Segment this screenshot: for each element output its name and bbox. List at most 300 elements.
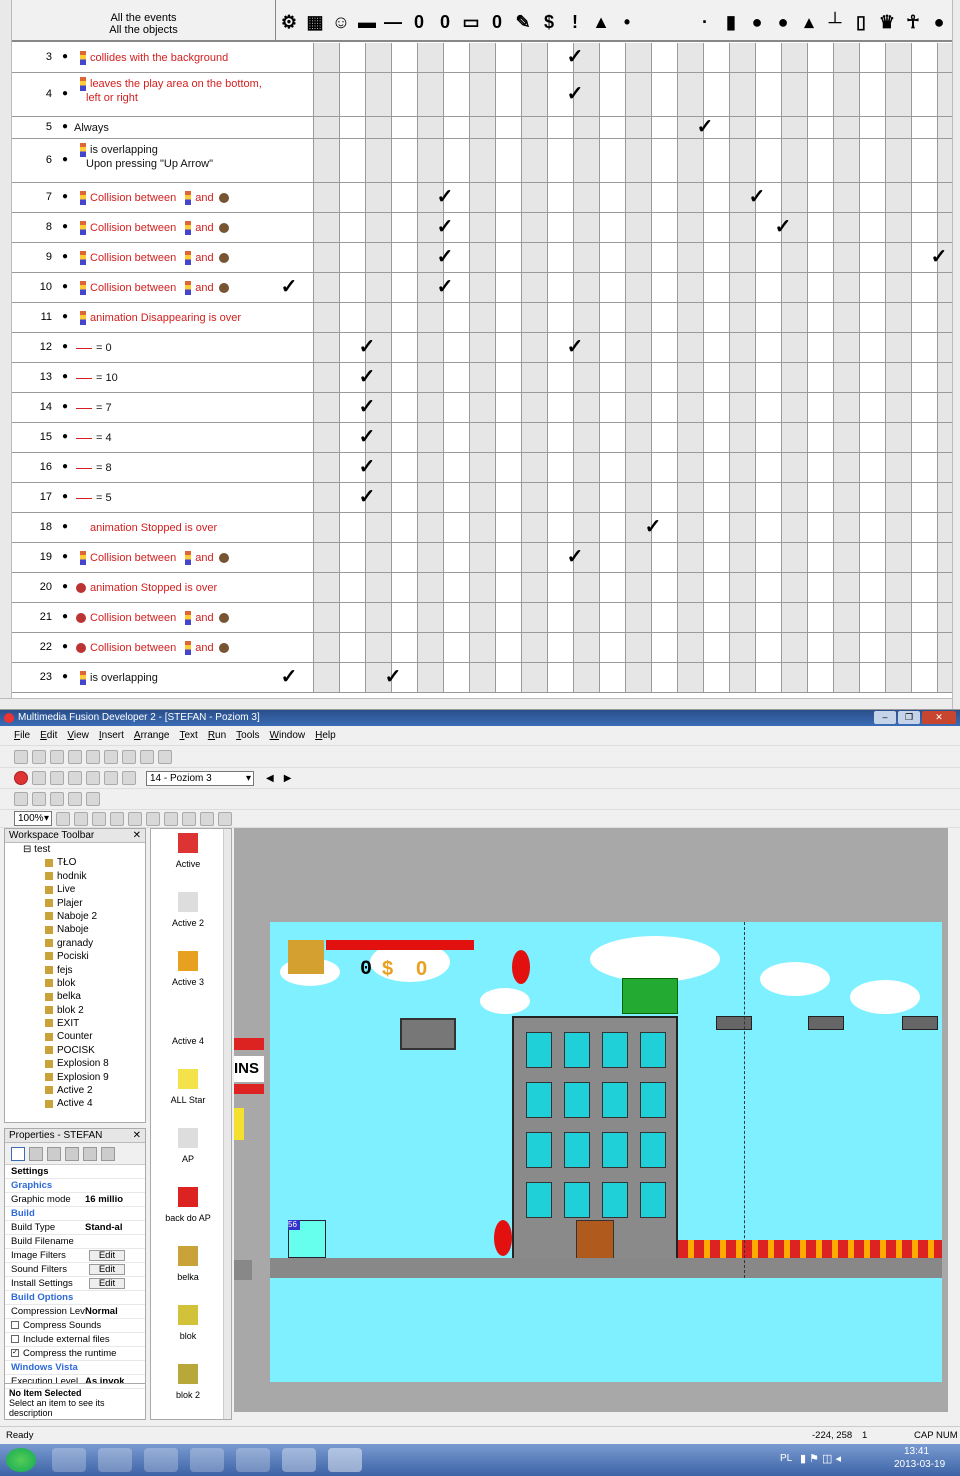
event-row[interactable] xyxy=(12,183,952,213)
condition[interactable] xyxy=(74,51,274,65)
battery-icon[interactable]: ▮ xyxy=(726,11,736,32)
explorer-icon[interactable] xyxy=(98,1448,132,1472)
close-icon[interactable]: ✕ xyxy=(132,830,141,841)
checkmark-icon[interactable]: ✓ xyxy=(566,336,584,358)
close-button[interactable]: ✕ xyxy=(922,711,956,724)
condition-grid[interactable] xyxy=(288,183,960,212)
condition-text: is overlapping xyxy=(90,144,158,156)
object-icon xyxy=(219,643,229,653)
tree-item[interactable] xyxy=(5,1044,145,1057)
condition-grid[interactable] xyxy=(288,423,960,452)
library-object[interactable] xyxy=(151,1010,225,1046)
paint-icon[interactable] xyxy=(236,1448,270,1472)
property-row[interactable] xyxy=(5,1347,145,1361)
menu-file[interactable]: File xyxy=(14,730,31,741)
battery-stack[interactable] xyxy=(622,978,678,1014)
enemy-icon[interactable]: ● xyxy=(777,11,789,32)
condition[interactable] xyxy=(74,371,274,385)
status-text: Ready xyxy=(6,1430,34,1441)
checkmark-icon[interactable]: ✓ xyxy=(436,186,454,208)
plajer-icon[interactable]: ! xyxy=(572,11,578,32)
condition[interactable] xyxy=(74,401,274,415)
property-row[interactable] xyxy=(5,1249,145,1263)
dollar-icon[interactable]: $ xyxy=(382,958,394,980)
data-elements-icon[interactable] xyxy=(122,771,136,785)
event-row[interactable] xyxy=(12,363,952,393)
checkmark-icon[interactable]: ✓ xyxy=(436,246,454,268)
bullet-icon: ● xyxy=(62,491,69,502)
object-icon xyxy=(219,283,229,293)
stop-icon[interactable] xyxy=(14,771,28,785)
condition-grid[interactable] xyxy=(288,603,960,632)
library-object[interactable] xyxy=(151,1128,225,1164)
stop-run-icon[interactable] xyxy=(68,792,82,806)
condition-grid[interactable] xyxy=(288,303,960,332)
word-icon[interactable] xyxy=(282,1448,316,1472)
platform[interactable] xyxy=(902,1016,938,1030)
line-icon xyxy=(76,378,92,379)
tree-item[interactable] xyxy=(5,897,145,910)
checkmark-icon[interactable]: ✓ xyxy=(280,276,298,298)
align-left-icon[interactable] xyxy=(164,812,178,826)
health-bar[interactable] xyxy=(326,940,474,950)
event-row[interactable] xyxy=(12,423,952,453)
tree-root-label: test xyxy=(34,844,51,855)
event-editor-horizontal-scrollbar[interactable] xyxy=(0,698,952,710)
tree-item[interactable] xyxy=(5,1071,145,1084)
event-row[interactable] xyxy=(12,483,952,513)
condition[interactable] xyxy=(74,341,274,355)
condition-grid[interactable] xyxy=(288,273,960,302)
events-tab-icon[interactable] xyxy=(83,1147,97,1161)
frame-select[interactable]: 14 - Poziom 3 ▾ xyxy=(146,771,254,786)
condition[interactable] xyxy=(74,611,274,625)
library-object[interactable] xyxy=(151,1305,225,1341)
bullet-icon: ● xyxy=(62,521,69,532)
library-object[interactable] xyxy=(151,1364,225,1400)
pillar-icon[interactable]: ┴ xyxy=(828,11,842,32)
subsection-label: Graphics xyxy=(11,1180,53,1191)
event-row[interactable] xyxy=(12,73,952,117)
tree-item[interactable] xyxy=(5,990,145,1003)
mmf-taskbar-icon[interactable] xyxy=(328,1448,362,1472)
door-number: 56 xyxy=(288,1220,300,1230)
undo-icon[interactable] xyxy=(122,750,136,764)
pencil-icon[interactable]: ✎ xyxy=(515,11,531,32)
event-row[interactable] xyxy=(12,633,952,663)
menu-run[interactable]: Run xyxy=(207,730,227,741)
menu-edit[interactable]: Edit xyxy=(40,730,58,741)
event-row[interactable] xyxy=(12,303,952,333)
condition[interactable] xyxy=(74,521,274,535)
tree-item[interactable] xyxy=(5,1030,145,1043)
library-object[interactable] xyxy=(151,833,225,869)
condition[interactable] xyxy=(74,143,274,171)
property-value[interactable]: Normal xyxy=(85,1306,118,1317)
tree-item[interactable] xyxy=(5,1017,145,1030)
values-tab-icon[interactable] xyxy=(65,1147,79,1161)
tree-item-label: belka xyxy=(57,991,81,1003)
truck-icon[interactable]: ▭ xyxy=(462,11,480,32)
checkbox[interactable] xyxy=(11,1321,19,1329)
counter-icon[interactable]: ▦ xyxy=(306,11,324,32)
dollar-icon[interactable]: $ xyxy=(543,11,554,32)
event-number: 7 xyxy=(45,191,52,203)
score-counter[interactable]: 0 xyxy=(360,958,373,981)
property-row[interactable] xyxy=(5,1319,145,1333)
condition-text: leaves the play area on the bottom, xyxy=(90,78,262,90)
condition-grid[interactable] xyxy=(288,393,960,422)
condition[interactable] xyxy=(74,121,274,135)
event-row[interactable] xyxy=(12,333,952,363)
property-row[interactable] xyxy=(5,1263,145,1277)
checkmark-icon[interactable]: ✓ xyxy=(384,666,402,688)
coins-text-object[interactable]: INS xyxy=(234,1056,264,1082)
naboje-counter[interactable]: 0 xyxy=(413,11,424,32)
tree-item-label: Plajer xyxy=(57,897,83,909)
condition[interactable] xyxy=(74,671,274,685)
blank-icon xyxy=(76,521,86,535)
event-list-icon[interactable] xyxy=(104,771,118,785)
prev-frame-icon[interactable]: ◀ xyxy=(266,772,274,784)
condition-text: = 10 xyxy=(96,372,118,384)
save-icon[interactable] xyxy=(50,750,64,764)
close-icon[interactable]: ✕ xyxy=(132,1130,141,1141)
can-icon[interactable]: ▯ xyxy=(856,11,866,32)
menu-help[interactable]: Help xyxy=(315,730,336,741)
checkbox[interactable] xyxy=(11,1335,19,1343)
checkmark-icon[interactable]: ✓ xyxy=(748,186,766,208)
checkmark-icon[interactable]: ✓ xyxy=(696,116,714,138)
checkmark-icon[interactable]: ✓ xyxy=(436,216,454,238)
tree-item[interactable] xyxy=(5,977,145,990)
enemy-block[interactable] xyxy=(400,1018,456,1050)
condition-grid[interactable] xyxy=(288,453,960,482)
condition-grid[interactable] xyxy=(288,573,960,602)
event-row[interactable] xyxy=(12,663,952,693)
plajer-icon xyxy=(185,221,191,235)
property-row xyxy=(5,1361,145,1375)
bullet-icon: ● xyxy=(62,121,69,132)
back-do-ap-object[interactable] xyxy=(234,1038,264,1050)
event-row[interactable] xyxy=(12,513,952,543)
tree-item[interactable] xyxy=(5,1004,145,1017)
language-indicator[interactable]: PL xyxy=(780,1453,793,1464)
help-icon[interactable] xyxy=(158,750,172,764)
dot-icon[interactable]: • xyxy=(623,11,631,32)
back-do-ap-object-2[interactable] xyxy=(234,1084,264,1094)
fit-icon[interactable] xyxy=(218,812,232,826)
condition-grid[interactable] xyxy=(288,483,960,512)
platform[interactable] xyxy=(716,1016,752,1030)
bold-icon[interactable] xyxy=(110,812,124,826)
event-row[interactable] xyxy=(12,603,952,633)
checkmark-icon[interactable]: ✓ xyxy=(280,666,298,688)
building-window xyxy=(564,1132,590,1168)
tree-root[interactable]: ⊟ test xyxy=(23,844,51,855)
menu-tools[interactable]: Tools xyxy=(236,730,260,741)
tree-item[interactable] xyxy=(5,1097,145,1110)
property-row[interactable] xyxy=(5,1193,145,1207)
tree-item[interactable] xyxy=(5,883,145,896)
building-window xyxy=(640,1182,666,1218)
about-tab-icon[interactable] xyxy=(101,1147,115,1161)
condition-grid[interactable] xyxy=(288,513,960,542)
italic-icon[interactable] xyxy=(128,812,142,826)
object-thumbnail-icon xyxy=(178,1246,198,1266)
tree-item-label: Active 4 xyxy=(57,1098,93,1110)
checkmark-icon[interactable]: ✓ xyxy=(566,46,584,68)
plajer-face-icon[interactable]: ▬ xyxy=(358,11,376,32)
red-balloon-2[interactable] xyxy=(494,1220,512,1256)
condition-grid[interactable] xyxy=(288,363,960,392)
dot-icon[interactable]: · xyxy=(702,11,708,32)
event-row[interactable] xyxy=(12,393,952,423)
ie-icon[interactable] xyxy=(52,1448,86,1472)
event-row[interactable] xyxy=(12,573,952,603)
checkmark-icon[interactable]: ✓ xyxy=(566,546,584,568)
plajer-icon xyxy=(185,191,191,205)
menu-text[interactable]: Text xyxy=(179,730,198,741)
library-object[interactable] xyxy=(151,1246,225,1282)
checkmark-icon[interactable]: ✓ xyxy=(358,336,376,358)
condition[interactable] xyxy=(74,311,274,325)
checkmark-icon[interactable]: ✓ xyxy=(930,246,948,268)
tree-item[interactable] xyxy=(5,856,145,869)
clock-date[interactable]: 2013-03-19 xyxy=(894,1459,946,1470)
cut-icon[interactable] xyxy=(68,750,82,764)
condition[interactable] xyxy=(74,641,274,655)
event-row[interactable] xyxy=(12,139,952,183)
new-file-icon[interactable] xyxy=(14,750,28,764)
platform[interactable] xyxy=(808,1016,844,1030)
condition[interactable] xyxy=(74,431,274,445)
line-icon xyxy=(76,438,92,439)
record-icon[interactable] xyxy=(32,771,46,785)
tree-item[interactable] xyxy=(5,910,145,923)
object-strip-scrollbar[interactable] xyxy=(223,829,231,1419)
title-bar[interactable] xyxy=(0,710,960,726)
event-row[interactable] xyxy=(12,117,952,139)
tree-item[interactable] xyxy=(5,1084,145,1097)
menu-insert[interactable]: Insert xyxy=(98,730,124,741)
tree-item[interactable] xyxy=(5,923,145,936)
plajer-icon xyxy=(185,551,191,565)
bug-icon[interactable]: ● xyxy=(933,11,945,32)
property-row[interactable] xyxy=(5,1277,145,1291)
tree-item[interactable] xyxy=(5,964,145,977)
run-frame-icon[interactable] xyxy=(32,792,46,806)
property-value[interactable]: 16 millio xyxy=(85,1194,124,1205)
bullet-icon: ● xyxy=(62,341,69,352)
star-icon[interactable]: ⚙ xyxy=(280,11,298,32)
checkmark-icon[interactable]: ✓ xyxy=(436,276,454,298)
redo-icon[interactable] xyxy=(140,750,154,764)
media-player-icon[interactable] xyxy=(144,1448,178,1472)
pociski-counter[interactable]: 0 xyxy=(439,11,450,32)
and-text: and xyxy=(195,552,214,564)
object-icon xyxy=(45,899,53,907)
minimize-button[interactable]: – xyxy=(874,711,896,724)
condition-grid[interactable] xyxy=(288,117,960,138)
checkmark-icon[interactable]: ✓ xyxy=(774,216,792,238)
library-object[interactable] xyxy=(151,1069,225,1105)
library-object[interactable] xyxy=(151,892,225,928)
properties-tabs xyxy=(5,1143,145,1165)
align-center-icon[interactable] xyxy=(182,812,196,826)
all-events-header[interactable] xyxy=(12,0,276,42)
property-label: Execution Level xyxy=(11,1376,79,1387)
plajer-icon xyxy=(185,611,191,625)
object-label: back do AP xyxy=(165,1213,211,1223)
firefox-icon[interactable] xyxy=(190,1448,224,1472)
zoom-select[interactable]: 100% ▾ xyxy=(14,811,52,826)
event-number: 10 xyxy=(39,281,52,293)
tree-item[interactable] xyxy=(5,950,145,963)
zero-counter[interactable]: 0 xyxy=(491,11,502,32)
tree-item-label: Pociski xyxy=(57,951,89,963)
edit-button[interactable]: Edit xyxy=(89,1278,125,1289)
layers-icon[interactable] xyxy=(92,812,106,826)
tree-item[interactable] xyxy=(5,937,145,950)
red-balloon[interactable] xyxy=(512,950,530,984)
condition-grid[interactable] xyxy=(288,543,960,572)
checkmark-icon[interactable]: ✓ xyxy=(358,396,376,418)
property-row[interactable] xyxy=(5,1221,145,1235)
settings-tab-icon[interactable] xyxy=(11,1147,25,1161)
player-face[interactable] xyxy=(288,940,324,974)
property-value[interactable]: Stand-al xyxy=(85,1222,123,1233)
event-row[interactable] xyxy=(12,273,952,303)
bullet-icon: ● xyxy=(62,581,69,592)
stefan-icon[interactable]: ☺ xyxy=(331,11,351,32)
condition-grid[interactable] xyxy=(288,633,960,662)
condition-grid[interactable] xyxy=(288,139,960,182)
event-editor-icon[interactable] xyxy=(86,771,100,785)
event-row[interactable] xyxy=(12,543,952,573)
condition-grid[interactable] xyxy=(288,243,960,272)
menu-arrange[interactable]: Arrange xyxy=(133,730,170,741)
condition[interactable] xyxy=(74,77,274,105)
event-number: 13 xyxy=(39,371,52,383)
open-file-icon[interactable] xyxy=(32,750,46,764)
condition[interactable] xyxy=(74,581,274,595)
all-star-object[interactable] xyxy=(234,1108,244,1140)
and-text: and xyxy=(195,222,214,234)
blank-icon[interactable] xyxy=(667,4,691,40)
checkmark-icon[interactable]: ✓ xyxy=(358,456,376,478)
align-right-icon[interactable] xyxy=(200,812,214,826)
checkbox[interactable]: ✓ xyxy=(12,1349,18,1357)
condition-grid[interactable] xyxy=(288,43,960,72)
paste-icon[interactable] xyxy=(104,750,118,764)
condition[interactable] xyxy=(74,251,274,265)
edit-button[interactable]: Edit xyxy=(89,1264,125,1275)
condition-text-2: Upon pressing "Up Arrow" xyxy=(86,158,214,171)
snap-icon[interactable] xyxy=(74,812,88,826)
tree-item-label: Live xyxy=(57,884,76,896)
flame-icon[interactable]: ▴ xyxy=(804,11,814,32)
event-row[interactable] xyxy=(12,453,952,483)
property-row[interactable] xyxy=(5,1305,145,1319)
debug-icon[interactable] xyxy=(86,792,100,806)
frame-editor-icon[interactable] xyxy=(68,771,82,785)
line-icon[interactable]: — xyxy=(384,11,402,32)
condition-text: = 8 xyxy=(96,462,112,474)
caps-indicator: CAP xyxy=(914,1430,934,1441)
checkmark-icon[interactable]: ✓ xyxy=(358,426,376,448)
copy-icon[interactable] xyxy=(86,750,100,764)
event-editor-vertical-scrollbar[interactable] xyxy=(952,0,960,710)
event-row[interactable] xyxy=(12,213,952,243)
fire-hazard[interactable] xyxy=(678,1240,942,1258)
edit-button[interactable]: Edit xyxy=(89,1250,125,1261)
tree-item[interactable] xyxy=(5,1057,145,1070)
plajer-icon xyxy=(80,221,86,235)
property-row[interactable] xyxy=(5,1333,145,1347)
event-number: 17 xyxy=(39,491,52,503)
restore-button[interactable]: ❐ xyxy=(898,711,920,724)
library-object[interactable] xyxy=(151,1187,225,1223)
condition-grid[interactable] xyxy=(288,213,960,242)
description-text: Select an item to see its description xyxy=(9,1398,105,1418)
property-label: Sound Filters xyxy=(11,1264,67,1275)
frame-guide xyxy=(744,922,745,1278)
bomb-icon[interactable]: ● xyxy=(751,11,763,32)
build-icon[interactable] xyxy=(50,792,64,806)
property-value[interactable]: As invok xyxy=(85,1376,125,1387)
condition[interactable] xyxy=(74,221,274,235)
condition-grid[interactable] xyxy=(288,333,960,362)
condition[interactable] xyxy=(74,551,274,565)
window-tab-icon[interactable] xyxy=(29,1147,43,1161)
condition-text: animation Stopped is over xyxy=(90,522,218,534)
exit-icon[interactable]: ▲ xyxy=(592,11,610,32)
start-button[interactable] xyxy=(6,1448,36,1472)
event-row[interactable] xyxy=(12,243,952,273)
person-icon[interactable]: ☥ xyxy=(906,11,920,32)
checkmark-icon[interactable]: ✓ xyxy=(566,83,584,105)
blank-icon[interactable] xyxy=(641,4,665,40)
object-label: Active xyxy=(175,859,201,869)
run-app-icon[interactable] xyxy=(14,792,28,806)
runtime-tab-icon[interactable] xyxy=(47,1147,61,1161)
coins-counter[interactable]: 0 xyxy=(416,958,428,980)
checkmark-icon[interactable]: ✓ xyxy=(644,516,662,538)
clock-time[interactable]: 13:41 xyxy=(904,1446,930,1457)
menu-view[interactable]: View xyxy=(67,730,89,741)
tree-item[interactable] xyxy=(5,870,145,883)
underline-icon[interactable] xyxy=(146,812,160,826)
condition[interactable] xyxy=(74,491,274,505)
checkmark-icon[interactable]: ✓ xyxy=(358,366,376,388)
crown-icon[interactable]: ♛ xyxy=(878,11,896,32)
event-row[interactable] xyxy=(12,43,952,73)
tray-icons[interactable]: ▮ ⚑ ◫ ◂ xyxy=(800,1453,841,1465)
library-object[interactable] xyxy=(151,951,225,987)
condition-grid[interactable] xyxy=(288,73,960,116)
storyboard-icon[interactable] xyxy=(50,771,64,785)
menu-window[interactable]: Window xyxy=(269,730,306,741)
checkmark-icon[interactable]: ✓ xyxy=(358,486,376,508)
property-row[interactable] xyxy=(5,1235,145,1249)
condition[interactable] xyxy=(74,461,274,475)
grid-icon[interactable] xyxy=(56,812,70,826)
condition-text-2: left or right xyxy=(86,92,138,105)
condition[interactable] xyxy=(74,191,274,205)
condition[interactable] xyxy=(74,281,274,295)
next-frame-icon[interactable]: ▶ xyxy=(283,772,292,784)
